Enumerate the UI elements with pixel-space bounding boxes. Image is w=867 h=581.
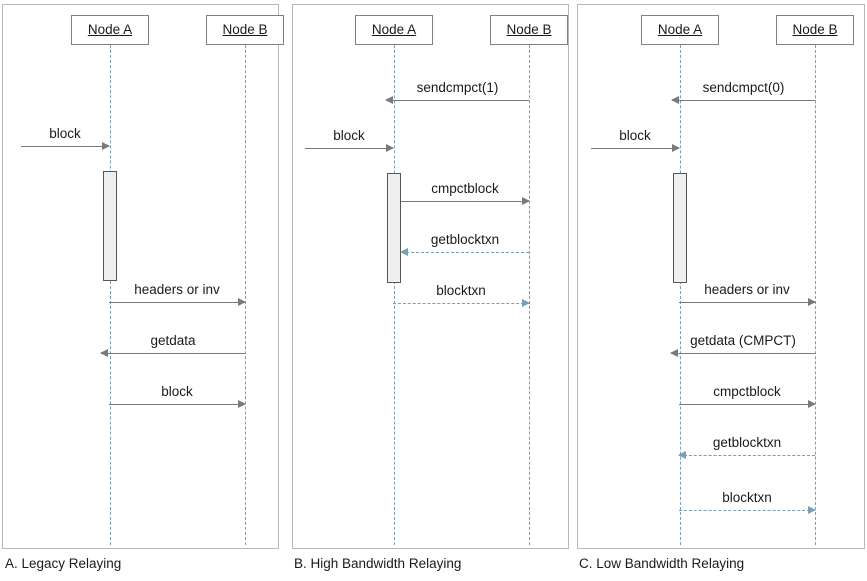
message-label-block-in: block — [619, 128, 651, 143]
message-arrow-blocktxn — [393, 303, 529, 304]
message-label-cmpctblock: cmpctblock — [431, 181, 499, 196]
caption-low-bandwidth-relaying: C. Low Bandwidth Relaying — [579, 556, 745, 571]
message-arrow-sendcmpct — [672, 100, 815, 101]
message-arrow-block-out — [109, 404, 245, 405]
message-arrow-cmpctblock — [679, 404, 815, 405]
message-arrow-getdata — [101, 353, 245, 354]
message-arrow-getblocktxn — [401, 252, 529, 253]
panel-high-bandwidth-relaying — [292, 4, 569, 549]
node-label-a: Node A — [87, 22, 133, 37]
lifeline-b — [245, 45, 246, 545]
node-box-b — [776, 15, 854, 45]
node-box-b — [206, 15, 284, 45]
node-label-b: Node B — [792, 22, 838, 37]
message-arrow-getdata-cmpct — [671, 353, 815, 354]
message-label-block-in: block — [333, 128, 365, 143]
message-label-blocktxn: blocktxn — [436, 283, 486, 298]
node-label-b: Node B — [506, 22, 552, 37]
message-label-cmpctblock: cmpctblock — [713, 384, 781, 399]
message-label-getdata: getdata — [150, 333, 196, 348]
message-arrow-block-in — [21, 146, 109, 147]
message-arrow-block-in — [591, 148, 679, 149]
node-label-a: Node A — [657, 22, 703, 37]
message-label-sendcmpct: sendcmpct(0) — [702, 80, 785, 95]
message-arrow-blocktxn — [679, 510, 815, 511]
message-label-headers-or-inv: headers or inv — [134, 282, 220, 297]
node-box-a — [641, 15, 719, 45]
message-arrow-getblocktxn — [679, 455, 815, 456]
caption-high-bandwidth-relaying: B. High Bandwidth Relaying — [294, 556, 462, 571]
message-label-getdata-cmpct: getdata (CMPCT) — [690, 333, 796, 348]
message-label-block-out: block — [161, 384, 193, 399]
node-label-b: Node B — [222, 22, 268, 37]
message-label-getblocktxn: getblocktxn — [712, 435, 782, 450]
node-box-a — [71, 15, 149, 45]
message-label-block-in: block — [49, 126, 81, 141]
message-label-getblocktxn: getblocktxn — [430, 232, 500, 247]
activation-bar-a — [103, 171, 117, 281]
message-arrow-headers-or-inv — [679, 302, 815, 303]
message-label-sendcmpct: sendcmpct(1) — [416, 80, 499, 95]
message-arrow-headers-or-inv — [109, 302, 245, 303]
lifeline-b — [815, 45, 816, 545]
panel-low-bandwidth-relaying — [577, 4, 865, 549]
message-arrow-cmpctblock — [401, 201, 529, 202]
caption-legacy-relaying: A. Legacy Relaying — [5, 556, 122, 571]
node-label-a: Node A — [371, 22, 417, 37]
node-box-b — [490, 15, 568, 45]
lifeline-b — [529, 45, 530, 545]
message-label-blocktxn: blocktxn — [722, 490, 772, 505]
node-box-a — [355, 15, 433, 45]
message-arrow-sendcmpct — [386, 100, 529, 101]
panel-legacy-relaying — [2, 4, 279, 549]
activation-bar-a — [673, 173, 687, 283]
message-arrow-block-in — [305, 148, 393, 149]
message-label-headers-or-inv: headers or inv — [704, 282, 790, 297]
